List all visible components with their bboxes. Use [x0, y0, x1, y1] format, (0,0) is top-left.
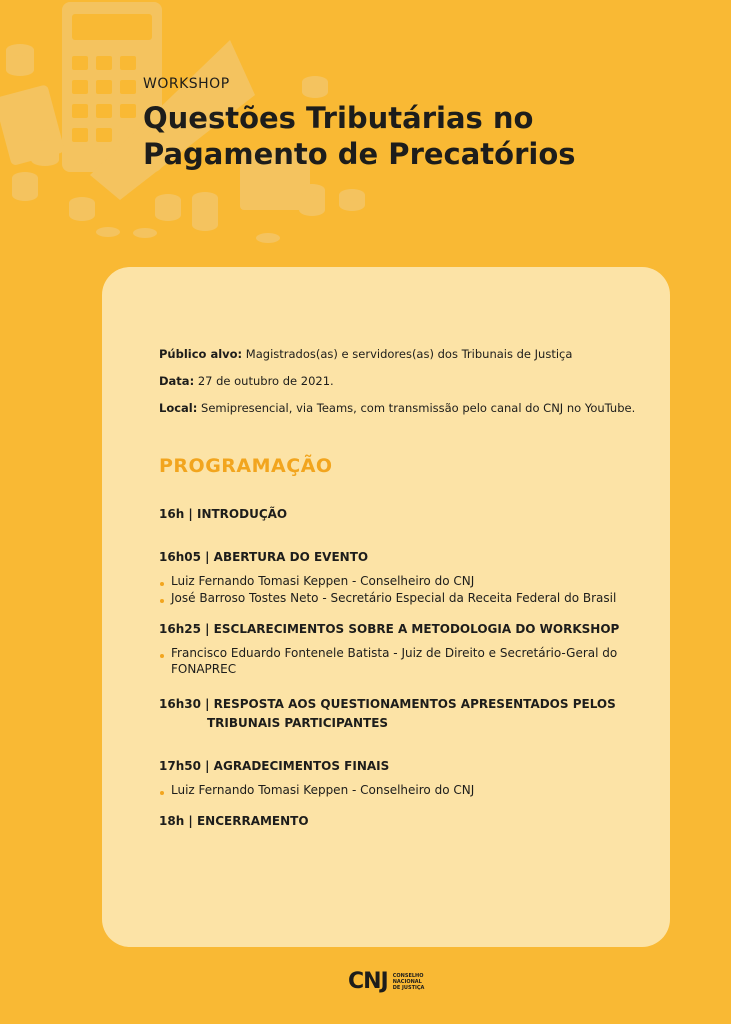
speaker-list [159, 573, 649, 606]
cnj-logo [348, 970, 424, 994]
event-title-line-1: Questões Tributárias no [143, 101, 534, 135]
program-card [102, 267, 670, 947]
speaker-item: Francisco Eduardo Fontenele Batista - Juiz de Direito e Secretário-Geral do FONAPREC [159, 645, 649, 677]
slot-title: 18h | ENCERRAMENTO [159, 814, 309, 828]
cnj-logo-text [393, 973, 425, 991]
schedule-slot-metodologia [159, 620, 649, 677]
slot-title [159, 695, 649, 733]
speaker-list [159, 782, 649, 798]
schedule-slot-agradecimentos [159, 757, 649, 798]
speaker-list [159, 645, 649, 677]
schedule [159, 505, 649, 831]
slot-title-line-2: TRIBUNAIS PARTICIPANTES [207, 716, 389, 730]
slot-title-line-1: 16h30 | RESPOSTA AOS QUESTIONAMENTOS APRESENTADOS PELOS [159, 697, 616, 711]
event-title [143, 100, 576, 172]
header [143, 76, 576, 172]
speaker-item: José Barroso Tostes Neto - Secretário Especial da Receita Federal do Brasil [159, 590, 649, 606]
program-heading: PROGRAMAÇÃO [159, 455, 333, 477]
schedule-slot-introducao [159, 505, 649, 524]
event-info [159, 347, 659, 428]
event-type-label: WORKSHOP [143, 76, 230, 92]
event-title-line-2: Pagamento de Precatórios [143, 137, 576, 171]
speaker-item: Luiz Fernando Tomasi Keppen - Conselheiro do CNJ [159, 573, 649, 589]
logo-text-line-1: CONSELHO [392, 973, 424, 979]
target-audience-label: Público alvo: [159, 347, 243, 361]
slot-title: 16h | INTRODUÇÃO [159, 507, 288, 521]
slot-title: 17h50 | AGRADECIMENTOS FINAIS [159, 759, 390, 773]
schedule-slot-encerramento [159, 812, 649, 831]
event-date [159, 374, 659, 388]
logo-text-line-3: DE JUSTIÇA [392, 985, 425, 991]
logo-text-line-2: NACIONAL [392, 979, 422, 985]
event-date-value: 27 de outubro de 2021. [194, 374, 334, 388]
event-date-label: Data: [159, 374, 195, 388]
event-location-label: Local: [159, 401, 198, 415]
target-audience [159, 347, 659, 361]
schedule-slot-respostas [159, 695, 649, 733]
event-location [159, 401, 659, 415]
speaker-item: Luiz Fernando Tomasi Keppen - Conselheiro do CNJ [159, 782, 649, 798]
event-location-value: Semipresencial, via Teams, com transmissão pelo canal do CNJ no YouTube. [197, 401, 636, 415]
target-audience-value: Magistrados(as) e servidores(as) dos Tribunais de Justiça [242, 347, 573, 361]
cnj-logo-mark: CNJ [348, 969, 388, 994]
slot-title: 16h05 | ABERTURA DO EVENTO [159, 550, 369, 564]
schedule-slot-abertura [159, 548, 649, 606]
slot-title: 16h25 | ESCLARECIMENTOS SOBRE A METODOLOGIA DO WORKSHOP [159, 622, 620, 636]
